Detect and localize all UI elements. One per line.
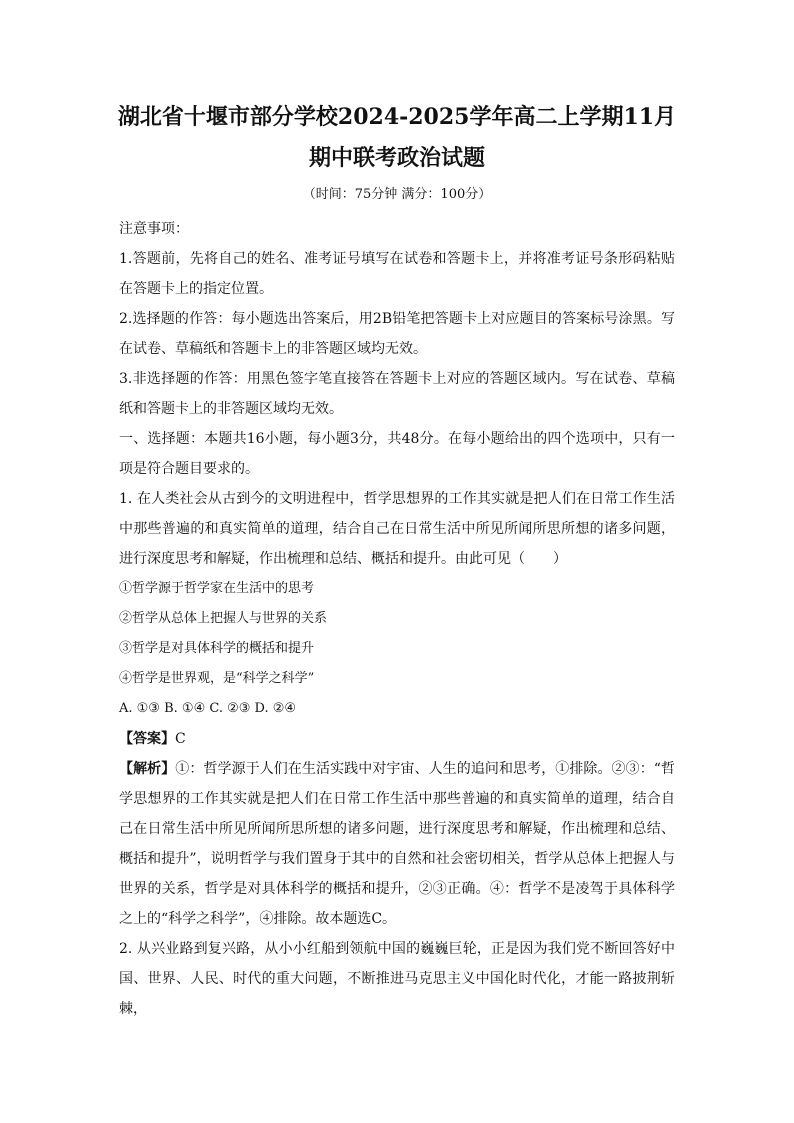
question-1-option-1: ①哲学源于哲学家在生活中的思考 xyxy=(119,581,315,596)
note-item-1: 1.答题前，先将自己的姓名、准考证号填写在试卷和答题卡上，并将准考证号条形码粘贴在答题卡上的指定位置。 xyxy=(119,251,675,297)
section-heading: 一、选择题：本题共16小题，每小题3分，共48分。在每小题给出的四个选项中，只有一项是符合题目要求的。 xyxy=(119,431,675,477)
exam-title-line1: 湖北省十堰市部分学校2024-2025学年高二上学期11月 xyxy=(117,104,677,130)
answer-value: C xyxy=(175,731,186,747)
analysis-text: ①：哲学源于人们在生活实践中对宇宙、人生的追问和思考，①排除。②③：“哲学思想界的工作其实就是把人们在日常工作生活中那些普遍的和真实简单的道理，结合自己在日常生活中所见所闻所思所想的诸多问题，进行深度思考和解疑，作出梳理和总结、概括和提升”，说明哲学与我们置身于其中的自然和社会密切相关，哲学从总体上把握人与世界的关系，哲学是对具体科学的概括和提升，②③正确。④：哲学不是凌驾于具体科学之上的“科学之科学”，④排除。故本题选C。 xyxy=(119,761,676,927)
question-1-stem: 1. 在人类社会从古到今的文明进程中，哲学思想界的工作其实就是把人们在日常工作生活中那些普遍的和真实简单的道理，结合自己在日常生活中所见所闻所思所想的诸多问题，进行深度思考和解疑，作出梳理和总结、概括和提升。由此可见（ ） xyxy=(119,491,675,567)
question-1-analysis xyxy=(119,754,675,934)
question-1-answer xyxy=(119,724,675,754)
exam-title-line2: 期中联考政治试题 xyxy=(308,145,485,171)
notes-heading: 注意事项： xyxy=(119,221,189,237)
exam-body xyxy=(119,214,675,1024)
analysis-tag: 【解析】 xyxy=(119,761,176,777)
question-1-option-2: ②哲学从总体上把握人与世界的关系 xyxy=(119,611,328,626)
answer-tag: 【答案】 xyxy=(119,731,175,747)
question-1-option-3: ③哲学是对具体科学的概括和提升 xyxy=(119,641,315,656)
question-1-option-4: ④哲学是世界观，是“科学之科学” xyxy=(119,671,315,686)
exam-time-score: （时间：75分钟 满分：100分） xyxy=(302,187,492,202)
note-item-3: 3.非选择题的作答：用黑色签字笔直接答在答题卡上对应的答题区域内。写在试卷、草稿纸和答题卡上的非答题区域均无效。 xyxy=(119,371,675,417)
question-1-choices: A. ①③ B. ①④ C. ②③ D. ②④ xyxy=(119,701,297,716)
note-item-2: 2.选择题的作答：每小题选出答案后，用2B铅笔把答题卡上对应题目的答案标号涂黑。写在试卷、草稿纸和答题卡上的非答题区域均无效。 xyxy=(119,311,675,357)
question-2-stem: 2. 从兴业路到复兴路，从小小红船到领航中国的巍巍巨轮，正是因为我们党不断回答好中国、世界、人民、时代的重大问题，不断推进马克思主义中国化时代化，才能一路披荆斩棘， xyxy=(119,941,675,1017)
